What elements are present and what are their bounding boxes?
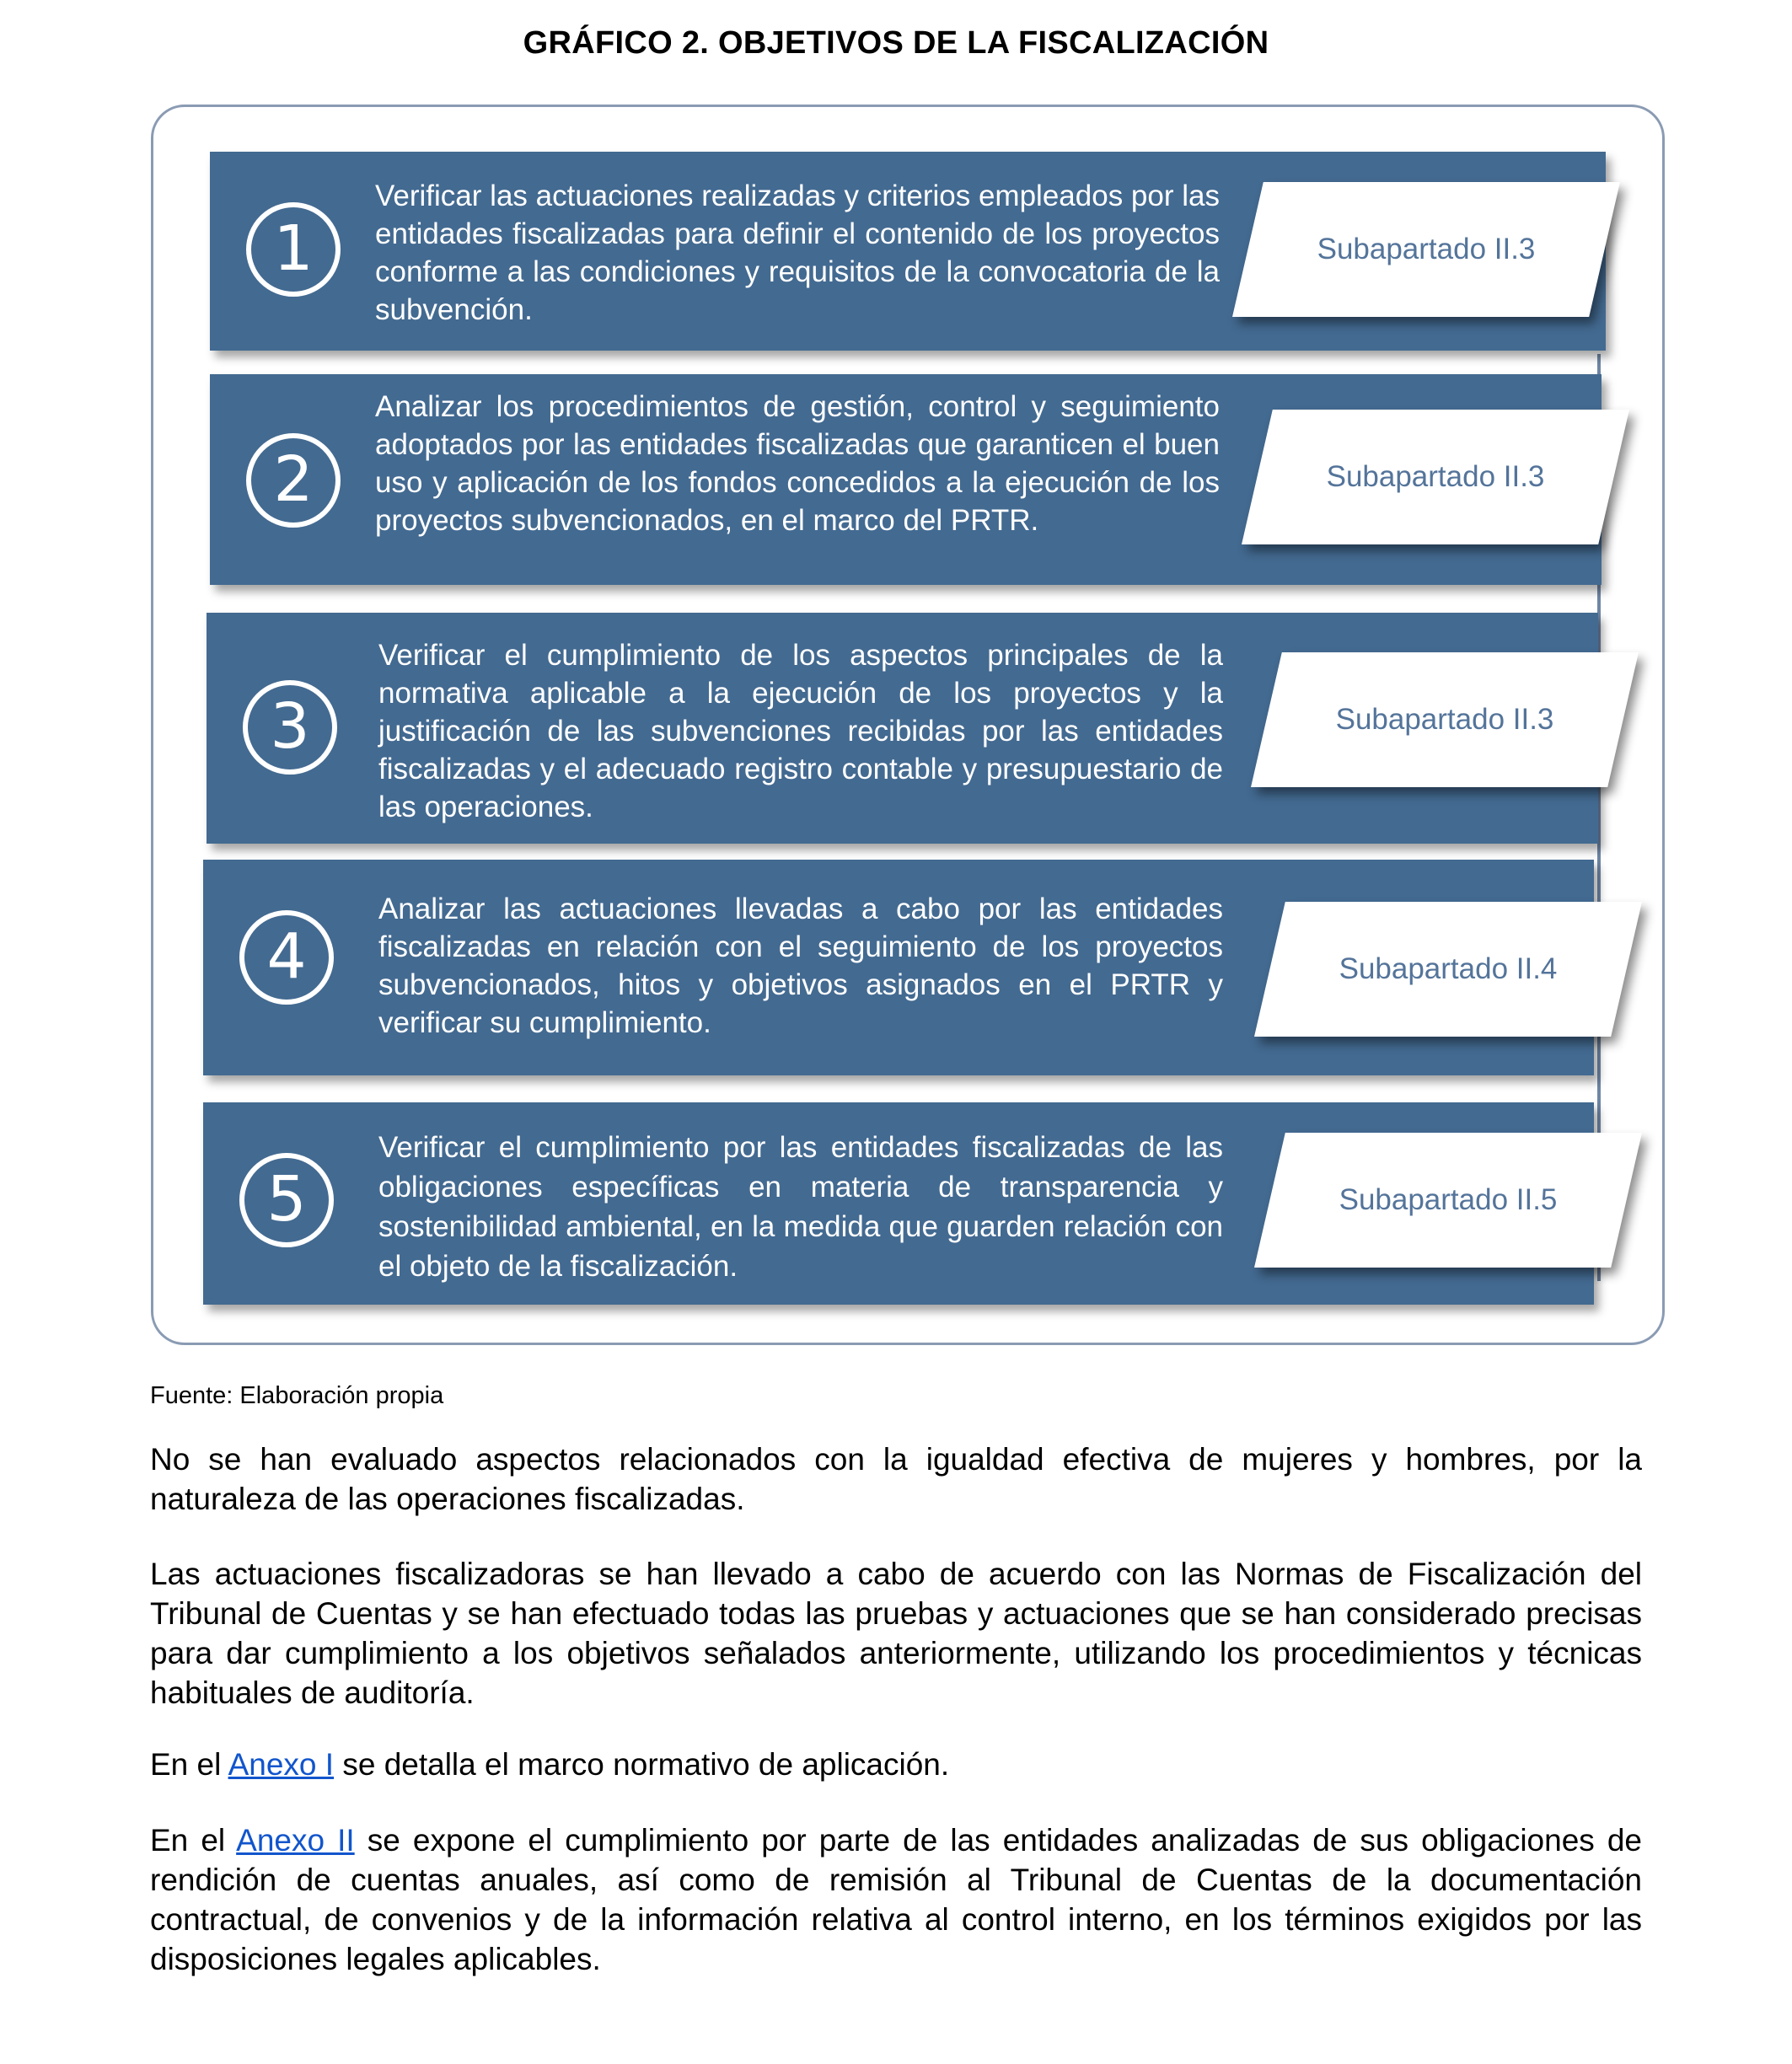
section-tag-4 — [1254, 902, 1642, 1037]
section-tag-label: Subapartado II.3 — [1317, 233, 1536, 265]
objective-text-1: Verificar las actuaciones realizadas y criterios empleados por las entidades fiscalizadas para definir el contenido de los proyectos conforme a las condiciones y requisitos de la convocatoria de la subvención. — [375, 180, 1220, 326]
objective-text-3: Verificar el cumplimiento de los aspectos principales de la normativa aplicable a la ejecución de los proyectos y la justificación de las subvenciones recibidas por las entidades fiscalizadas y el adecuado registro contable y presupuestario de las operaciones. — [378, 639, 1223, 823]
section-tag-3 — [1251, 652, 1639, 787]
paragraph-4 — [150, 1820, 1642, 1979]
paragraph-4-after: se expone el cumplimiento por parte de las entidades analizadas de sus obligaciones de rendición de cuentas anuales, así como de remisión al Tribunal de Cuentas de la documentación contractual, de convenios y de la información relativa al control interno, en los términos exigidos por las disposiciones legales aplicables. — [150, 1823, 1642, 1976]
figure-title: GRÁFICO 2. OBJETIVOS DE LA FISCALIZACIÓN — [523, 25, 1269, 61]
objective-number-5: 5 — [239, 1153, 334, 1247]
section-tag-2 — [1242, 410, 1629, 544]
figure-source: Fuente: Elaboración propia — [150, 1382, 444, 1409]
section-tag-label: Subapartado II.4 — [1339, 952, 1558, 985]
paragraph-3 — [150, 1745, 1642, 1784]
paragraph-3-after: se detalla el marco normativo de aplicación. — [334, 1747, 950, 1782]
section-tag-label: Subapartado II.3 — [1326, 460, 1545, 493]
objective-number-1: 1 — [246, 202, 341, 297]
objective-text-4: Analizar las actuaciones llevadas a cabo por las entidades fiscalizadas en relación con el seguimiento de los proyectos subvencionados, hitos y objetivos asignados en el PRTR y verificar su cumplimiento. — [378, 893, 1223, 1039]
section-tag-1 — [1232, 182, 1620, 317]
annex-2-link[interactable]: Anexo II — [236, 1823, 355, 1858]
section-tag-label: Subapartado II.5 — [1339, 1183, 1558, 1216]
paragraph-1: No se han evaluado aspectos relacionados con la igualdad efectiva de mujeres y hombres, por la naturaleza de las operaciones fiscalizadas. — [150, 1442, 1642, 1516]
objective-text-5: Verificar el cumplimiento por las entidades fiscalizadas de las obligaciones específicas en materia de transparencia y sostenibilidad ambiental, en la medida que guarden relación con el objeto de la fiscalización. — [378, 1131, 1223, 1283]
paragraph-3-before: En el — [150, 1747, 228, 1782]
objective-text-2: Analizar los procedimientos de gestión, control y seguimiento adoptados por las entidades fiscalizadas que garanticen el buen uso y aplicación de los fondos concedidos a la ejecución de los proyectos subvencionados, en el marco del PRTR. — [375, 390, 1220, 537]
objective-number-4: 4 — [239, 910, 334, 1005]
annex-1-link[interactable]: Anexo I — [228, 1747, 335, 1782]
paragraph-4-before: En el — [150, 1823, 237, 1858]
objective-number-3: 3 — [243, 680, 337, 775]
paragraph-2: Las actuaciones fiscalizadoras se han llevado a cabo de acuerdo con las Normas de Fiscalización del Tribunal de Cuentas y se han efectuado todas las pruebas y actuaciones que se han considerado precisas para dar cumplimiento a los objetivos señalados anteriormente, utilizando los procedimientos y técnicas habituales de auditoría. — [150, 1557, 1642, 1710]
objective-number-2: 2 — [246, 433, 341, 528]
section-tag-label: Subapartado II.3 — [1335, 703, 1554, 736]
section-tag-5 — [1254, 1133, 1642, 1268]
